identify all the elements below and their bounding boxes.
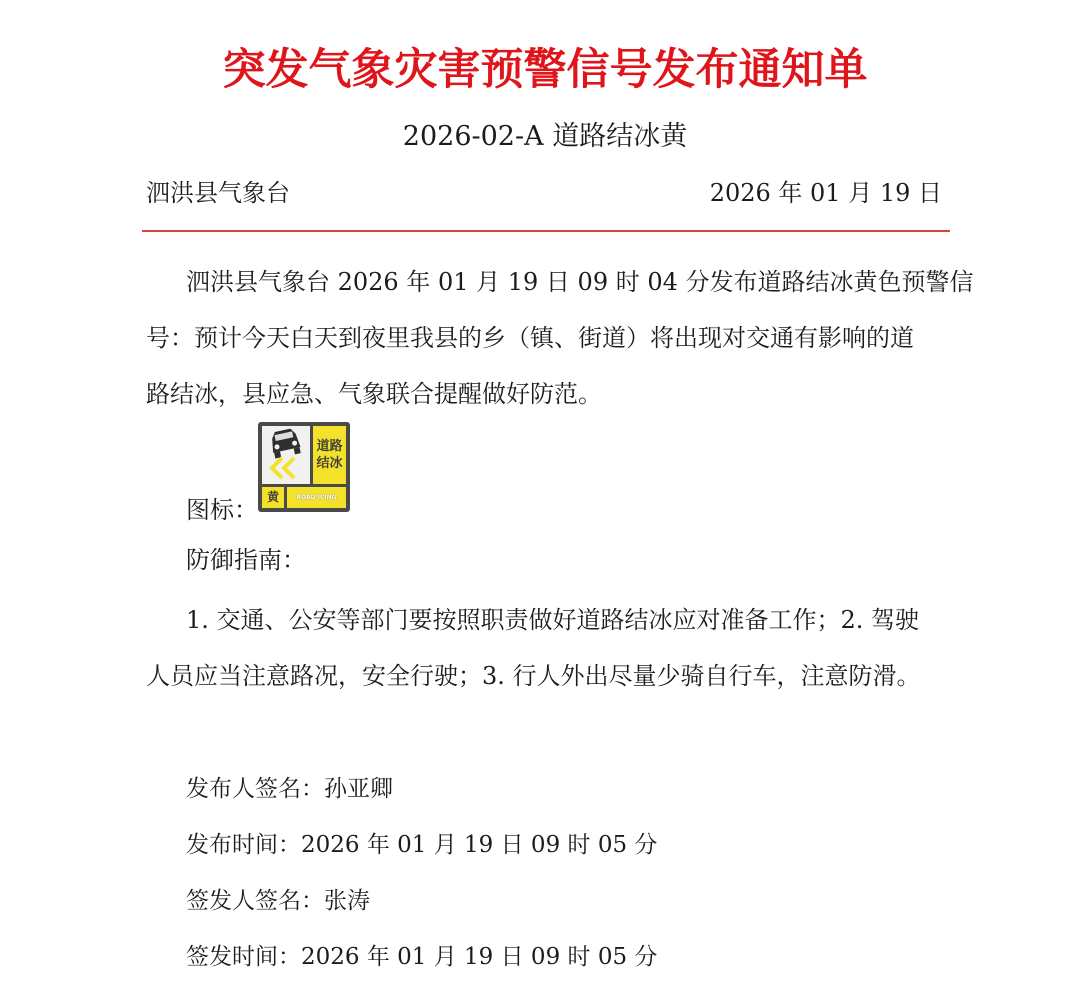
- issue-date: 2026 年 01 月 19 日: [709, 179, 942, 207]
- icon-label: 图标：: [186, 496, 258, 524]
- paragraph-line-1: 泗洪县气象台 2026 年 01 月 19 日 09 时 04 分发布道路结冰黄色预警信: [186, 268, 974, 296]
- guide-line-2: 人员应当注意路况，安全行驶；3. 行人外出尽量少骑自行车，注意防滑。: [146, 662, 921, 690]
- publisher-label: 发布人签名：: [186, 776, 324, 802]
- sign-time-row: [186, 938, 657, 971]
- signer-name: 张涛: [324, 888, 370, 914]
- paragraph-line-3: 路结冰，县应急、气象联合提醒做好防范。: [146, 380, 602, 408]
- publisher-row: [186, 770, 393, 803]
- skidding-car-icon: [262, 426, 310, 484]
- road-icing-yellow-warning-icon: [258, 422, 350, 512]
- icon-english-text: ROAD ICING: [287, 487, 346, 508]
- icon-text-line2: 结冰: [316, 456, 343, 471]
- publish-time-row: [186, 826, 657, 859]
- sign-time-label: 签发时间：: [186, 944, 301, 970]
- sign-time: 2026 年 01 月 19 日 09 时 05 分: [301, 944, 658, 970]
- publisher-name: 孙亚卿: [324, 776, 393, 802]
- icon-text: [313, 426, 346, 484]
- issuer-name: 泗洪县气象台: [146, 179, 290, 207]
- defense-guide-label: 防御指南：: [186, 546, 306, 574]
- red-divider: [142, 230, 950, 232]
- signer-label: 签发人签名：: [186, 888, 324, 914]
- icon-level: 黄: [262, 487, 284, 508]
- icon-text-line1: 道路: [316, 439, 343, 454]
- publish-time: 2026 年 01 月 19 日 09 时 05 分: [301, 832, 658, 858]
- document-number: 2026-02-A 道路结冰黄: [402, 121, 688, 152]
- paragraph-line-2: 号：预计今天白天到夜里我县的乡（镇、街道）将出现对交通有影响的道: [146, 324, 914, 352]
- document-title: 突发气象灾害预警信号发布通知单: [222, 45, 868, 95]
- guide-line-1: 1. 交通、公安等部门要按照职责做好道路结冰应对准备工作；2. 驾驶: [186, 606, 920, 634]
- publish-time-label: 发布时间：: [186, 832, 301, 858]
- signer-row: [186, 882, 370, 915]
